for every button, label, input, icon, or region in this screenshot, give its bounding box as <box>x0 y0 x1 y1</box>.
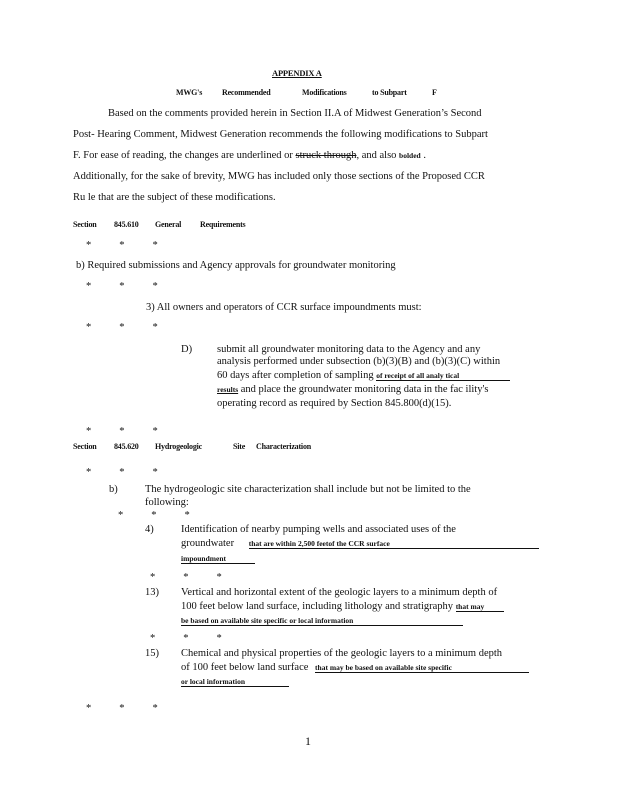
item-d-line-2: analysis performed under subsection (b)(3)(B) and (b)(3)(C) within <box>217 356 501 367</box>
section-2-title-c: Characterization <box>256 442 312 451</box>
omission-stars-8: * * * <box>150 633 222 644</box>
section-2-number: 845.620 <box>114 442 139 451</box>
item-13-inserted-text-1: that may <box>456 602 504 612</box>
section-1-title-b: Requirements <box>200 220 246 229</box>
appendix-title: APPENDIX A <box>272 68 322 78</box>
item-3-owners: 3) All owners and operators of CCR surface impoundments must: <box>146 302 422 313</box>
item-15-line-3 <box>181 676 289 687</box>
item-13-line-1: Vertical and horizontal extent of the geologic layers to a minimum depth of <box>181 587 498 598</box>
item-4-inserted-impoundment: impoundment <box>181 554 255 564</box>
subtitle-part-d: to Subpart <box>372 88 407 97</box>
item-13-line-2: 100 feet below land surface, including lithology and stratigraphy that may <box>181 601 504 612</box>
item-4-inserted-text: that are within 2,500 feetof the CCR surface <box>249 539 539 549</box>
omission-stars-3: * * * <box>86 322 158 333</box>
item-d-line-3: 60 days after completion of sampling of receipt of all analy tical <box>217 370 510 381</box>
intro-line-5: Ru le that are the subject of these modifications. <box>73 192 276 203</box>
item-4-line-1: Identification of nearby pumping wells and associated uses of the <box>181 524 456 535</box>
item-d-inserted-text-1: of receipt of all analy tical <box>376 371 510 381</box>
section-1-label: Section <box>73 220 97 229</box>
item-15-inserted-text-2: or local information <box>181 677 289 687</box>
item-4-label: 4) <box>145 524 154 535</box>
omission-stars-1: * * * <box>86 240 158 251</box>
item-15-inserted-text-1: that may be based on available site specific <box>315 663 529 673</box>
item-d-inserted-text-2: results <box>217 385 239 394</box>
subsection-b-line-1: The hydrogeologic site characterization shall include but not be limited to the <box>145 484 471 495</box>
item-d-label: D) <box>181 344 193 355</box>
item-13-label: 13) <box>145 587 159 598</box>
page-number: 1 <box>305 734 311 748</box>
strike-sample: struck through <box>295 150 357 161</box>
subsection-b-required: b) Required submissions and Agency approvals for groundwater monitoring <box>76 260 396 271</box>
item-4-line-2: groundwater that are within 2,500 feetof the CCR surface <box>181 538 539 549</box>
subsection-b-label: b) <box>109 484 118 495</box>
section-1-title-a: General <box>155 220 182 229</box>
intro-line-2: Post- Hearing Comment, Midwest Generation recommends the following modifications to Subpart <box>73 129 488 140</box>
omission-stars-4: * * * <box>86 426 158 437</box>
omission-stars-5: * * * <box>86 467 158 478</box>
item-13-inserted-text-2: be based on available site specific or local information <box>181 616 463 626</box>
subtitle-part-c: Modifications <box>302 88 347 97</box>
item-d-line-5: operating record as required by Section 845.800(d)(15). <box>217 398 452 409</box>
omission-stars-2: * * * <box>86 281 158 292</box>
section-2-label: Section <box>73 442 97 451</box>
omission-stars-6: * * * <box>118 510 190 521</box>
section-1-number: 845.610 <box>114 220 139 229</box>
intro-line-3-e: . <box>423 150 426 161</box>
omission-stars-9: * * * <box>86 703 158 714</box>
subtitle-part-a: MWG's <box>176 88 203 97</box>
section-2-title-a: Hydrogeologic <box>155 442 203 451</box>
item-15-line-1: Chemical and physical properties of the geologic layers to a minimum depth <box>181 648 503 659</box>
subtitle-part-e: F <box>432 88 437 97</box>
subsection-b-line-2: following: <box>145 497 189 508</box>
item-d-line-4: results and place the groundwater monitoring data in the fac ility's <box>217 384 489 395</box>
item-4-line-3 <box>181 553 255 564</box>
item-d-line-1: submit all groundwater monitoring data to the Agency and any <box>217 344 481 355</box>
intro-line-3-a: F. For ease of reading, the changes are underlined or <box>73 150 293 161</box>
intro-line-1: Based on the comments provided herein in Section II.A of Midwest Generation’s Second <box>108 108 482 119</box>
intro-line-3-c: , and also <box>356 150 397 161</box>
omission-stars-7: * * * <box>150 572 222 583</box>
item-13-line-3 <box>181 615 463 626</box>
item-15-label: 15) <box>145 648 159 659</box>
intro-line-4: Additionally, for the sake of brevity, MWG has included only those sections of the Proposed CCR <box>73 171 485 182</box>
item-15-line-2: of 100 feet below land surface that may be based on available site specific <box>181 662 529 673</box>
subtitle-part-b: Recommended <box>222 88 271 97</box>
bold-sample: bolded <box>399 151 421 160</box>
section-2-title-b: Site <box>233 442 246 451</box>
intro-line-3 <box>73 150 426 161</box>
